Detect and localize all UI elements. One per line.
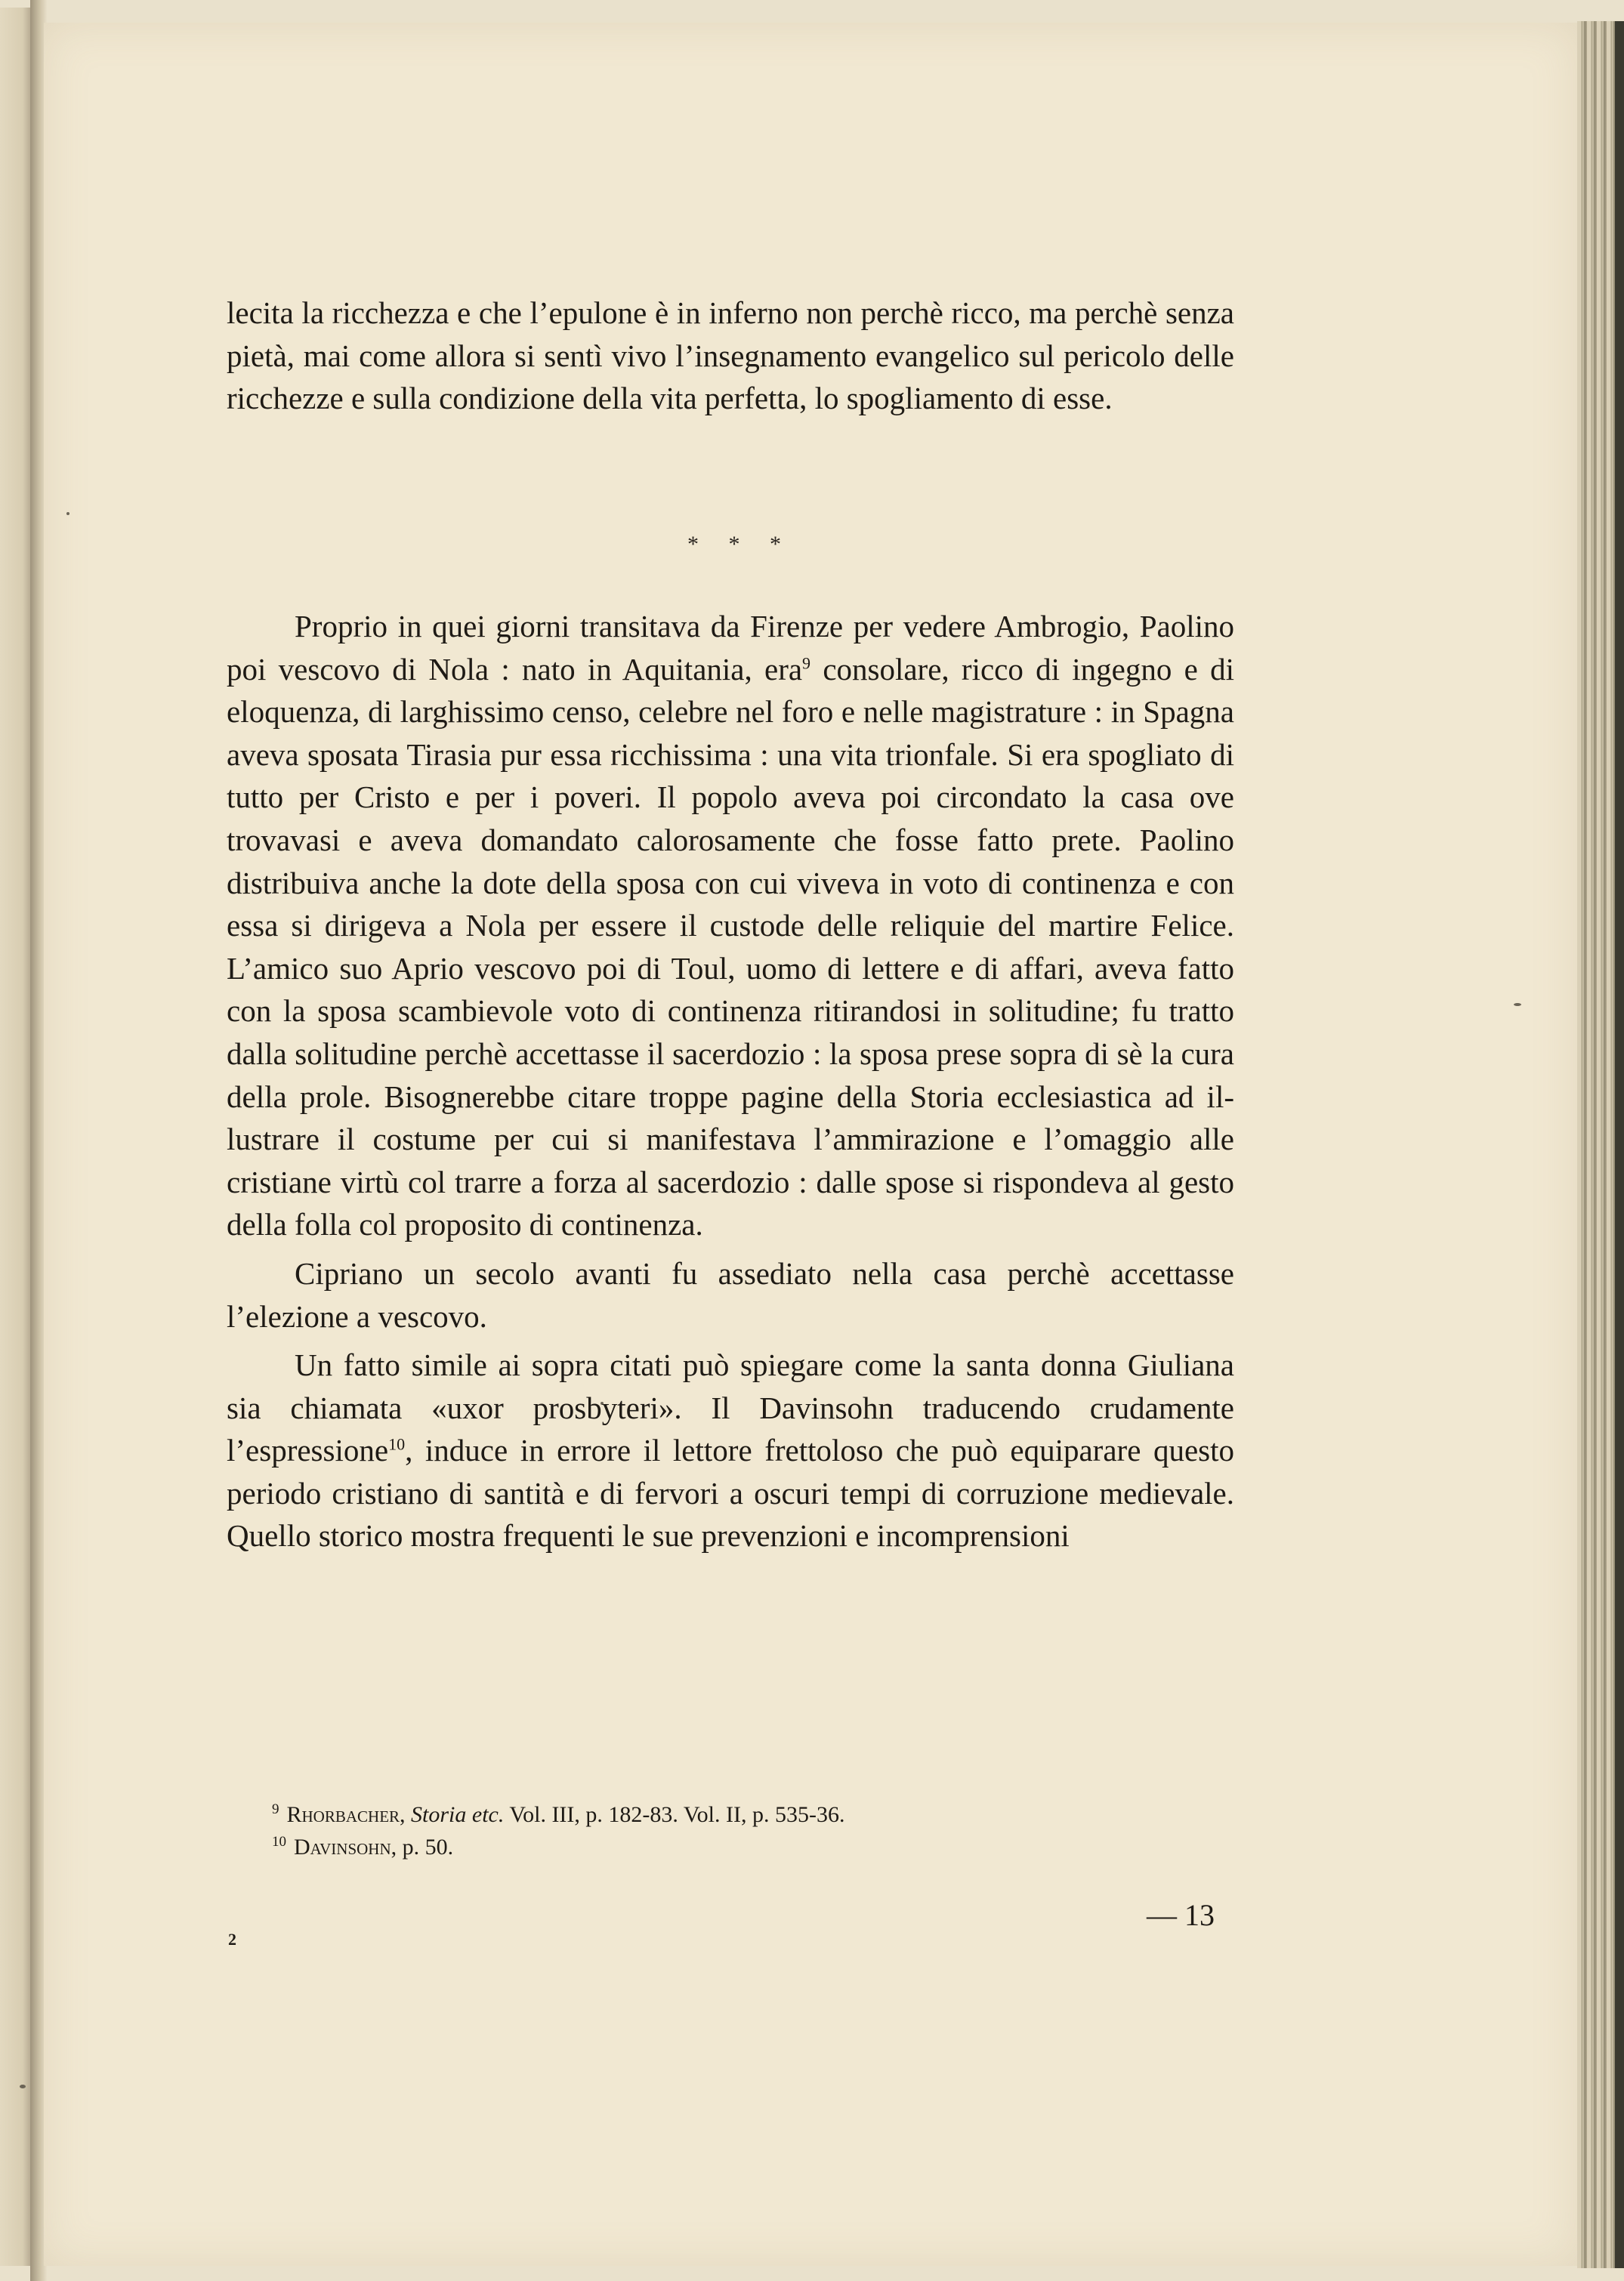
paragraph-1: lecita la ricchezza e che l’epulone è in inferno non perchè ricco, ma perchè senza pietà, mai come allora si sentì vivo l’insegnamento evangelico sul pericolo delle ricchezze e sulla condizione della vita perfetta, lo spogliamento di esse. xyxy=(227,295,1234,416)
page-number: — 13 xyxy=(1147,1898,1215,1932)
paragraph-3: Cipriano un secolo avanti fu assediato nella casa perchè accettasse l’elezione a vescovo. xyxy=(227,1255,1234,1334)
footnote-ref-10: 10 xyxy=(388,1434,406,1454)
section-separator: * * * xyxy=(687,532,793,557)
paper-speck xyxy=(20,2085,26,2088)
footnote-9-title: Storia etc. xyxy=(411,1802,505,1827)
footnote-10 xyxy=(272,1829,1178,1861)
signature-mark: 2 xyxy=(228,1930,236,1949)
paragraph-4 xyxy=(227,1344,1234,1557)
footnote-9-number: 9 xyxy=(272,1801,279,1817)
facing-page-edge xyxy=(0,8,30,2266)
page-stack-edge xyxy=(1577,21,1624,2268)
paper-speck xyxy=(1514,1003,1521,1006)
paragraph-4-text-a: Un fatto simile ai sopra citati può spiegare come la santa donna Giuliana sia chiamata «uxor prosbyteri». Il Davinsohn traducendo crudamente l’espressione xyxy=(227,1347,1234,1468)
footnote-10-number: 10 xyxy=(272,1834,286,1850)
footnote-10-author: Davinsohn, xyxy=(294,1835,397,1860)
opening-paragraph xyxy=(227,292,1234,420)
footnote-ref-9: 9 xyxy=(802,653,811,672)
footnote-9 xyxy=(272,1796,1178,1829)
footnote-10-reference: p. 50. xyxy=(402,1835,454,1860)
paragraph-2-text-a: Proprio in quei giorni transitava da Firenze per vedere Ambrogio, Paolino poi vescovo di Nola : nato in Aquitania, era xyxy=(227,609,1234,687)
body-text xyxy=(227,605,1234,1557)
footnote-9-reference: Vol. III, p. 182-83. Vol. II, p. 535-36. xyxy=(509,1802,845,1827)
binding-edge xyxy=(1615,21,1624,2268)
footnote-9-author: Rhorbacher, xyxy=(286,1802,406,1827)
footnotes xyxy=(272,1796,1178,1861)
paragraph-2-text-b: consolare, ricco di ingegno e di eloquenza, di larghissimo censo, celebre nel foro e nelle magistrature : in Spagna aveva sposata Tirasia pur essa ricchissima : una vita trionfale. Si era spogliato di tutto per Cristo e per i poveri. Il popolo aveva poi circondato la casa ove trovavasi e aveva domandato calorosamente che fosse fatto prete. Paolino distribuiva anche la dote della sposa con cui viveva in voto di continenza e con essa si dirigeva a Nola per essere il custode delle reliquie del martire Felice. L’amico suo Aprio vescovo poi di Toul, uomo di lettere e di affari, aveva fatto con la sposa scambievole voto di continenza ritirandosi in solitudine; fu tratto dalla solitudine perchè accettasse il sacerdozio : la sposa prese sopra di sè la cura della prole. Bisognerebbe citare troppe pagine della Storia ecclesiastica ad illustrare il costume per cui si manifestava l’ammirazione e l’omaggio alle cristiane virtù col trarre a forza al sacerdozio : dalle spose si rispondeva al gesto della folla col proposito di continenza. xyxy=(227,651,1234,1242)
paper-speck xyxy=(66,512,69,515)
paragraph-4-text-b: , induce in errore il lettore frettoloso che può equiparare questo periodo cristiano di santità e di fervori a oscuri tempi di corruzione medievale. Quello storico mostra frequenti le sue prevenzioni e incomprensioni xyxy=(227,1433,1234,1554)
paragraph-2 xyxy=(227,605,1234,1246)
